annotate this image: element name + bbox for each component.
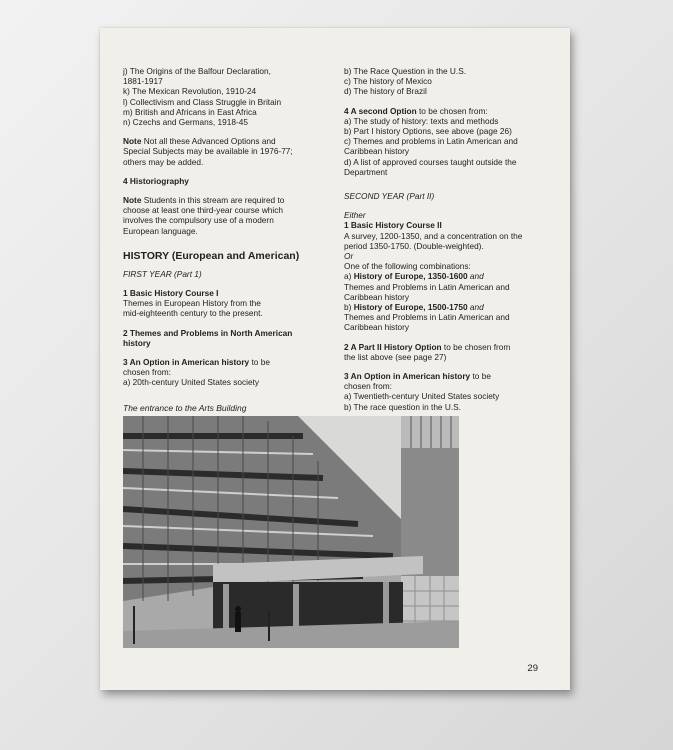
text-line: Caribbean history bbox=[344, 322, 410, 333]
text-line: b) The Race Question in the U.S. bbox=[344, 66, 467, 76]
text-line: b) Part I history Options, see above (page 26) bbox=[344, 126, 512, 137]
course-title: 3 An Option in American history bbox=[123, 357, 250, 368]
page-number: 29 bbox=[527, 663, 538, 674]
text-line: j) The Origins of the Balfour Declaration, bbox=[123, 66, 271, 76]
course-title: 3 An Option in American history bbox=[344, 371, 471, 382]
text-line: Or bbox=[344, 251, 354, 262]
course-title: 1 Basic History Course II bbox=[344, 220, 442, 231]
course-block bbox=[344, 210, 549, 332]
text-line: European language. bbox=[123, 225, 198, 236]
text-line: 1881-1917 bbox=[123, 76, 163, 87]
course-title: 4 A second Option bbox=[344, 105, 417, 116]
text-line: c) Themes and problems in Latin American and bbox=[344, 136, 518, 147]
text-line: c) The history of Mexico bbox=[344, 76, 432, 87]
text-line: n) Czechs and Germans, 1918-45 bbox=[123, 117, 248, 128]
text-line: to be bbox=[249, 357, 270, 368]
text-line: Department bbox=[344, 166, 388, 177]
arts-building-photo bbox=[123, 416, 459, 648]
text-line: a) Twentieth-century United States society bbox=[344, 391, 500, 402]
text-line: to be chosen from bbox=[441, 341, 511, 352]
text-line: Special Subjects may be available in 1976-77; bbox=[123, 146, 293, 157]
text-line: Either bbox=[344, 210, 366, 221]
text-line: the list above (see page 27) bbox=[344, 351, 447, 362]
text-line: choose at least one third-year course which bbox=[123, 205, 284, 216]
note-label: Note bbox=[123, 195, 142, 206]
text-line: m) British and Africans in East Africa bbox=[123, 106, 257, 117]
text-line: FIRST YEAR (Part 1) bbox=[123, 268, 202, 279]
course-title: 2 Themes and Problems in North American bbox=[123, 327, 293, 338]
left-column bbox=[123, 66, 328, 397]
right-column bbox=[344, 66, 549, 421]
course-block bbox=[344, 371, 549, 412]
text-line: a) 20th-century United States society bbox=[123, 377, 260, 388]
course-block bbox=[123, 288, 328, 319]
text-line: One of the following combinations: bbox=[344, 261, 471, 272]
text-line: chosen from: bbox=[344, 381, 392, 392]
photo-caption: The entrance to the Arts Building bbox=[123, 403, 247, 413]
course-title: 1 Basic History Course I bbox=[123, 288, 219, 299]
text-line: Themes and Problems in Latin American and bbox=[344, 312, 510, 323]
text-line: d) The history of Brazil bbox=[344, 86, 427, 97]
text-line: and bbox=[467, 302, 484, 313]
note-label: Note bbox=[123, 136, 142, 147]
text-line: k) The Mexican Revolution, 1910-24 bbox=[123, 86, 257, 97]
text-line: chosen from: bbox=[123, 367, 171, 378]
text-line: A survey, 1200-1350, and a concentration on the bbox=[344, 230, 523, 241]
second-year-heading bbox=[344, 191, 549, 201]
text-line: a) The study of history: texts and methods bbox=[344, 115, 499, 126]
text-line: others may be added. bbox=[123, 156, 204, 167]
course-block bbox=[344, 106, 549, 177]
text-line: Students in this stream are required to bbox=[141, 195, 285, 206]
text-line: d) A list of approved courses taught outside the bbox=[344, 156, 517, 167]
historiography-heading bbox=[123, 176, 328, 186]
course-title: History of Europe, 1500-1750 bbox=[353, 302, 468, 313]
course-title: 2 A Part II History Option bbox=[344, 341, 442, 352]
course-title: history bbox=[123, 337, 151, 348]
text-line: to be bbox=[470, 371, 491, 382]
text-line: SECOND YEAR (Part II) bbox=[344, 191, 435, 202]
course-title: History of Europe, 1350-1600 bbox=[353, 271, 468, 282]
note-block bbox=[123, 195, 328, 236]
text-line: b) The race question in the U.S. bbox=[344, 401, 461, 412]
course-block bbox=[123, 328, 328, 348]
section-heading: HISTORY (European and American) bbox=[123, 249, 300, 262]
text-line: Caribbean history bbox=[344, 291, 410, 302]
text-line: Themes in European History from the bbox=[123, 298, 261, 309]
first-year-heading bbox=[123, 269, 328, 279]
text-line: 4 Historiography bbox=[123, 175, 189, 186]
course-block bbox=[123, 357, 328, 388]
text-line: Not all these Advanced Options and bbox=[141, 136, 276, 147]
text-line: and bbox=[467, 271, 484, 282]
options-list bbox=[344, 66, 549, 97]
note-block bbox=[123, 136, 328, 167]
document-page bbox=[100, 28, 570, 690]
text-line: l) Collectivism and Class Struggle in Britain bbox=[123, 96, 282, 107]
text-line: a) bbox=[344, 271, 354, 282]
text-line: to be chosen from: bbox=[416, 105, 488, 116]
options-list bbox=[123, 66, 328, 127]
text-line: mid-eighteenth century to the present. bbox=[123, 308, 263, 319]
text-line: involves the compulsory use of a modern bbox=[123, 215, 274, 226]
text-line: period 1350-1750. (Double-weighted). bbox=[344, 240, 484, 251]
text-line: Caribbean history bbox=[344, 146, 410, 157]
text-line: b) bbox=[344, 302, 354, 313]
text-line: Themes and Problems in Latin American and bbox=[344, 281, 510, 292]
course-block bbox=[344, 342, 549, 362]
